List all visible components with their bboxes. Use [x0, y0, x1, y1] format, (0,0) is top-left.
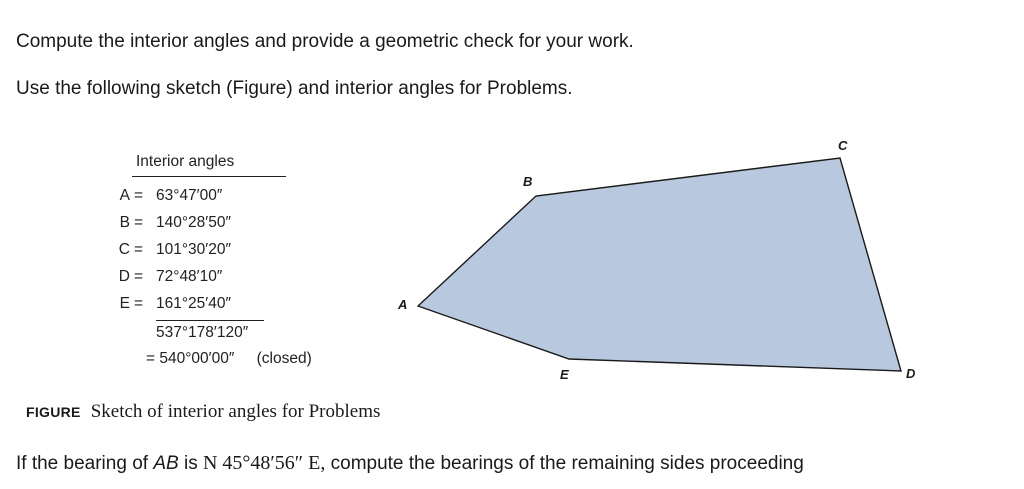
question-prefix: If the bearing of [16, 453, 154, 474]
instruction-line: Compute the interior angles and provide a geometric check for your work. [16, 31, 634, 52]
vertex-label-c: C [838, 138, 848, 153]
segment-ab: AB [153, 453, 179, 474]
vertex-label-b: B [523, 174, 533, 189]
angle-value: 161°25′40″ [156, 295, 231, 312]
angle-label: E [119, 295, 130, 312]
closed-tag: (closed) [256, 350, 312, 367]
figure-reference-line: Use the following sketch (Figure) and interior angles for Problems. [16, 78, 573, 99]
equals-sign: = [134, 241, 144, 258]
figure-label: FIGURE [26, 404, 81, 420]
angle-value: 140°28′50″ [156, 214, 231, 231]
equals-sign: = [134, 214, 144, 231]
question-suffix: compute the bearings of the remaining sides proceeding [325, 453, 804, 474]
vertex-label-d: D [906, 366, 916, 381]
angle-value: 101°30′20″ [156, 241, 231, 258]
vertex-label-a: A [398, 297, 408, 312]
vertex-label-e: E [560, 367, 569, 382]
angle-label: B [119, 214, 130, 231]
angle-label: D [118, 268, 130, 285]
bearing-value: N 45°48′56″ E, [202, 452, 326, 474]
angle-sum: 537°178′120″ [156, 324, 249, 341]
angle-value: 72°48′10″ [156, 268, 223, 285]
equals-sign: = [146, 350, 156, 367]
angle-value: 63°47′00″ [156, 187, 223, 204]
caption-text: Sketch of interior angles for Problems [90, 401, 381, 422]
equals-sign: = [134, 187, 144, 204]
question-line [16, 451, 804, 476]
figure-caption [26, 401, 380, 423]
angle-label: C [118, 241, 130, 258]
pentagon-shape [418, 158, 901, 371]
equals-sign: = [134, 268, 144, 285]
closed-value: 540°00′00″ [159, 350, 235, 367]
table-header: Interior angles [136, 153, 235, 170]
angle-label: A [119, 187, 130, 204]
question-is: is [178, 453, 203, 474]
equals-sign: = [134, 295, 144, 312]
